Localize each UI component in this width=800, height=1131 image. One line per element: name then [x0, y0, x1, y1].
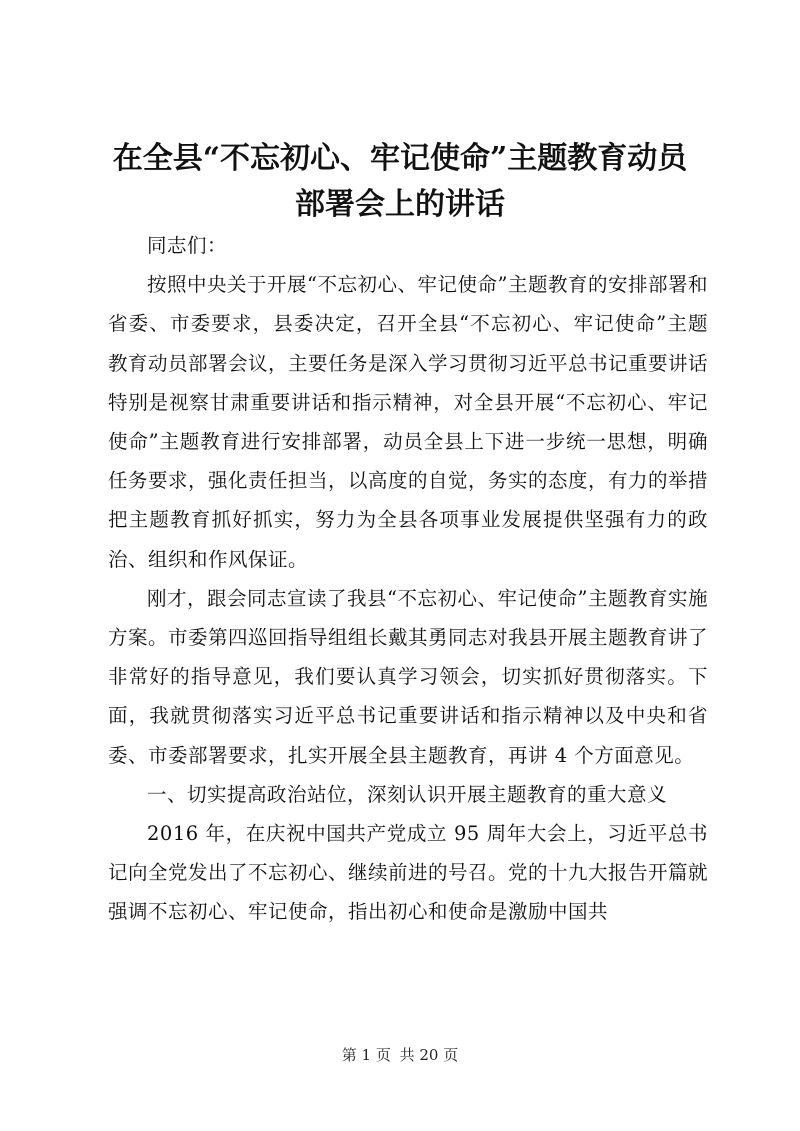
page-footer — [0, 1044, 800, 1065]
section-paragraph: 2016 年，在庆祝中国共产党成立 95 周年大会上，习近平总书记向全党发出了不忘初心、继续前进的号召。党的十九大报告开篇就强调不忘初心、牢记使命，指出初心和使命是激励中国共 — [108, 822, 709, 924]
document-body — [108, 226, 708, 932]
page-number: 第 1 页 — [341, 1046, 391, 1064]
section-heading: 一、切实提高政治站位，深刻认识开展主题教育的重大意义 — [147, 782, 668, 806]
title-line-2: 部署会上的讲话 — [295, 187, 505, 222]
paragraph-2: 刚才，跟会同志宣读了我县“不忘初心、牢记使命”主题教育实施方案。市委第四巡回指导组组长戴其勇同志对我县开展主题教育讲了非常好的指导意见，我们要认真学习领会，切实抓好贯彻落实。下面，我就贯彻落实习近平总书记重要讲话和指示精神以及中央和省委、市委部署要求，扎实开展全县主题教育，再讲 4 个方面意见。 — [108, 586, 709, 767]
document-title — [100, 136, 700, 228]
page-total: 共 20 页 — [399, 1046, 459, 1064]
title-line-1: 在全县“不忘初心、牢记使命”主题教育动员 — [112, 141, 688, 176]
paragraph-1: 按照中央关于开展“不忘初心、牢记使命”主题教育的安排部署和省委、市委要求，县委决定，召开全县“不忘初心、牢记使命”主题教育动员部署会议，主要任务是深入学习贯彻习近平总书记重要讲话特别是视察甘肃重要讲话和指示精神，对全县开展“不忘初心、牢记使命”主题教育进行安排部署，动员全县上下进一步统一思想，明确任务要求，强化责任担当，以高度的自觉，务实的态度，有力的举措把主题教育抓好抓实，努力为全县各项事业发展提供坚强有力的政治、组织和作风保证。 — [108, 273, 709, 571]
salutation: 同志们： — [147, 234, 228, 257]
